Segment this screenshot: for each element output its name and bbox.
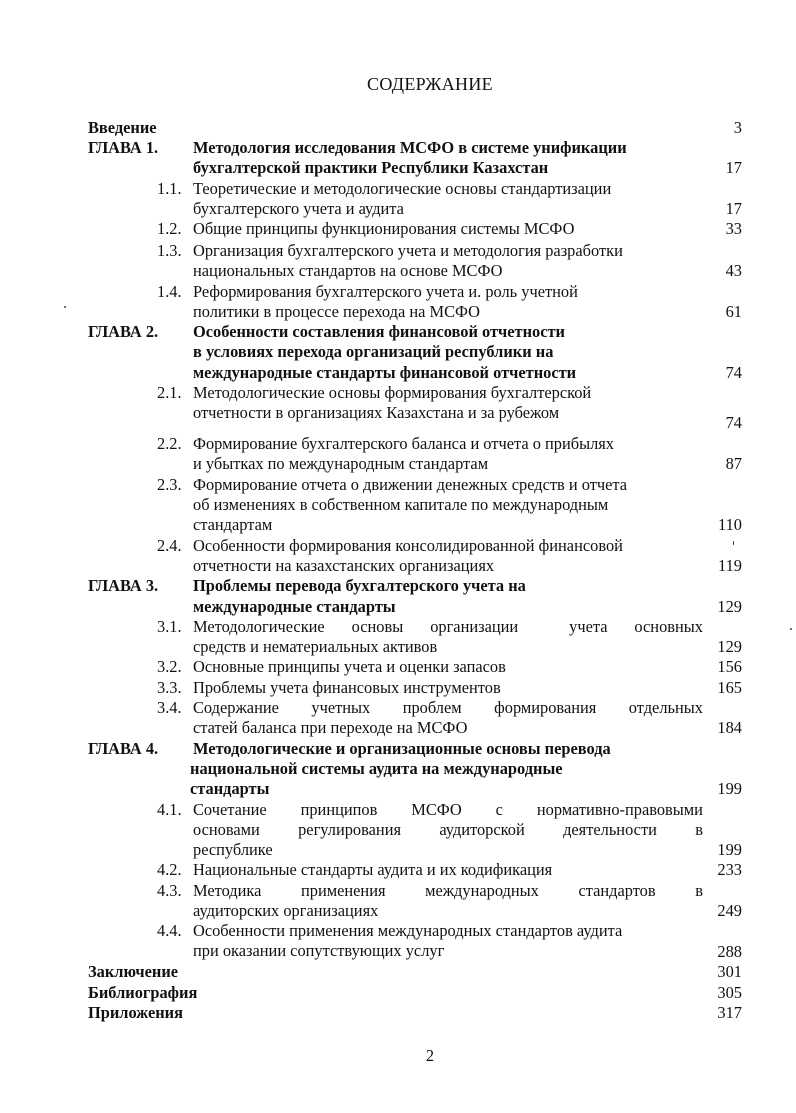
section-3-3-number: 3.3. — [157, 678, 182, 697]
chapter-1-page: 17 — [725, 158, 742, 177]
word: формирования — [494, 698, 597, 717]
section-2-2-title-cont: и убытках по международным стандартам — [193, 454, 489, 473]
appendices-page: 317 — [717, 1003, 742, 1022]
chapter-1-title: Методология исследования МСФО в системе унификации — [193, 138, 627, 157]
section-2-3-title-cont-2: стандартам — [193, 515, 273, 534]
word: Сочетание — [193, 800, 267, 819]
section-4-4-title-cont: при оказании сопутствующих услуг — [193, 941, 445, 960]
word: основных — [634, 617, 703, 636]
chapter-1-label: ГЛАВА 1. — [88, 138, 159, 157]
scan-speck — [733, 541, 734, 545]
section-2-4-number: 2.4. — [157, 536, 182, 555]
section-4-4-number: 4.4. — [157, 921, 182, 940]
page-title: СОДЕРЖАНИЕ — [367, 74, 493, 94]
section-1-3-number: 1.3. — [157, 241, 182, 260]
section-4-1-title-cont-2: республике — [193, 840, 273, 859]
section-2-1-number: 2.1. — [157, 383, 182, 402]
word: МСФО — [411, 800, 462, 819]
section-1-1-title: Теоретические и методологические основы стандартизации — [193, 179, 612, 198]
section-4-4-title: Особенности применения международных стандартов аудита — [193, 921, 623, 940]
section-1-1-title-cont: бухгалтерского учета и аудита — [193, 199, 404, 218]
word: международных — [425, 881, 539, 900]
chapter-2-page: 74 — [725, 363, 742, 382]
chapter-3-title: Проблемы перевода бухгалтерского учета на — [193, 576, 526, 595]
bibliography-label: Библиография — [88, 983, 198, 1002]
word: в — [695, 820, 703, 839]
chapter-3-page: 129 — [717, 597, 742, 616]
section-2-4-title-cont: отчетности на казахстанских организациях — [193, 556, 495, 575]
section-3-1-page: 129 — [717, 637, 742, 656]
chapter-2-title-cont-2: международные стандарты финансовой отчетности — [193, 363, 577, 382]
section-4-2-page: 233 — [717, 860, 742, 879]
word: основы — [351, 617, 404, 636]
section-2-4-page: 119 — [718, 556, 742, 575]
section-3-1-title — [193, 617, 703, 637]
word: в — [695, 881, 703, 900]
word: Методологические — [193, 617, 325, 636]
section-3-3-page: 165 — [717, 678, 742, 697]
section-2-3-title-cont: об изменениях в собственном капитале по международным — [193, 495, 609, 514]
section-1-2-number: 1.2. — [157, 219, 182, 238]
section-2-3-title: Формирование отчета о движении денежных средств и отчета — [193, 475, 628, 494]
section-1-2-page: 33 — [725, 219, 742, 238]
word: принципов — [300, 800, 378, 819]
word: деятельности — [563, 820, 657, 839]
section-1-4-number: 1.4. — [157, 282, 182, 301]
chapter-4-title: Методологические и организационные основы перевода — [193, 739, 611, 758]
scan-speck — [64, 306, 66, 308]
section-4-2-title: Национальные стандарты аудита и их кодификация — [193, 860, 553, 879]
section-4-1-page: 199 — [717, 840, 742, 859]
section-3-2-page: 156 — [717, 657, 742, 676]
scan-speck — [790, 628, 792, 630]
section-3-4-title-cont: статей баланса при переходе на МСФО — [193, 718, 468, 737]
section-2-3-page: 110 — [718, 515, 742, 534]
word: стандартов — [578, 881, 656, 900]
section-4-3-title — [193, 881, 703, 901]
intro-page: 3 — [733, 118, 742, 137]
chapter-4-title-cont: национальной системы аудита на международные — [190, 759, 563, 778]
section-2-2-number: 2.2. — [157, 434, 182, 453]
chapter-1-title-cont: бухгалтерской практики Республики Казахстан — [193, 158, 549, 177]
chapter-3-label: ГЛАВА 3. — [88, 576, 159, 595]
section-3-2-title: Основные принципы учета и оценки запасов — [193, 657, 506, 676]
section-1-1-number: 1.1. — [157, 179, 182, 198]
section-2-3-number: 2.3. — [157, 475, 182, 494]
chapter-2-label: ГЛАВА 2. — [88, 322, 159, 341]
word: отдельных — [628, 698, 703, 717]
chapter-4-page: 199 — [717, 779, 742, 798]
word: учетных — [311, 698, 371, 717]
conclusion-page: 301 — [717, 962, 742, 981]
section-3-4-number: 3.4. — [157, 698, 182, 717]
chapter-3-title-cont: международные стандарты — [193, 597, 396, 616]
chapter-2-title-cont: в условиях перехода организаций республики на — [193, 342, 554, 361]
section-1-3-title: Организация бухгалтерского учета и методология разработки — [193, 241, 623, 260]
word: Содержание — [193, 698, 279, 717]
conclusion-label: Заключение — [88, 962, 179, 981]
word: проблем — [402, 698, 462, 717]
section-1-1-page: 17 — [725, 199, 742, 218]
word: организации — [430, 617, 519, 636]
word: Методика — [193, 881, 262, 900]
section-3-4-page: 184 — [717, 718, 742, 737]
section-1-2-title: Общие принципы функционирования системы МСФО — [193, 219, 575, 238]
section-3-1-number: 3.1. — [157, 617, 182, 636]
bibliography-page: 305 — [717, 983, 742, 1002]
section-2-2-page: 87 — [725, 454, 742, 473]
section-4-4-page: 288 — [717, 942, 742, 961]
chapter-4-label: ГЛАВА 4. — [88, 739, 159, 758]
section-4-2-number: 4.2. — [157, 860, 182, 879]
word: нормативно-правовыми — [536, 800, 703, 819]
section-4-3-number: 4.3. — [157, 881, 182, 900]
section-2-4-title: Особенности формирования консолидированной финансовой — [193, 536, 623, 555]
word: применения — [300, 881, 386, 900]
section-4-3-title-cont: аудиторских организациях — [193, 901, 379, 920]
word: регулирования — [298, 820, 401, 839]
section-1-4-title-cont: политики в процессе перехода на МСФО — [193, 302, 480, 321]
section-3-4-title — [193, 698, 703, 718]
section-4-1-title-cont — [193, 820, 703, 840]
section-1-4-page: 61 — [725, 302, 742, 321]
section-2-1-page: 74 — [725, 413, 742, 432]
section-2-1-title: Методологические основы формирования бухгалтерской — [193, 383, 592, 402]
section-1-3-title-cont: национальных стандартов на основе МСФО — [193, 261, 503, 280]
word: учета — [569, 617, 608, 636]
chapter-4-title-cont-2: стандарты — [190, 779, 270, 798]
section-2-2-title: Формирование бухгалтерского баланса и отчета о прибылях — [193, 434, 615, 453]
section-4-3-page: 249 — [717, 901, 742, 920]
section-2-1-title-cont: отчетности в организациях Казахстана и за рубежом — [193, 403, 560, 422]
page-number: 2 — [425, 1046, 435, 1065]
section-1-4-title: Реформирования бухгалтерского учета и. роль учетной — [193, 282, 578, 301]
section-3-2-number: 3.2. — [157, 657, 182, 676]
word: основами — [193, 820, 260, 839]
word: с — [495, 800, 503, 819]
section-3-3-title: Проблемы учета финансовых инструментов — [193, 678, 501, 697]
section-3-1-title-cont: средств и нематериальных активов — [193, 637, 438, 656]
section-4-1-number: 4.1. — [157, 800, 182, 819]
intro-label: Введение — [88, 118, 157, 137]
section-4-1-title — [193, 800, 703, 820]
section-1-3-page: 43 — [725, 261, 742, 280]
appendices-label: Приложения — [88, 1003, 183, 1022]
chapter-2-title: Особенности составления финансовой отчетности — [193, 322, 565, 341]
word: аудиторской — [439, 820, 525, 839]
